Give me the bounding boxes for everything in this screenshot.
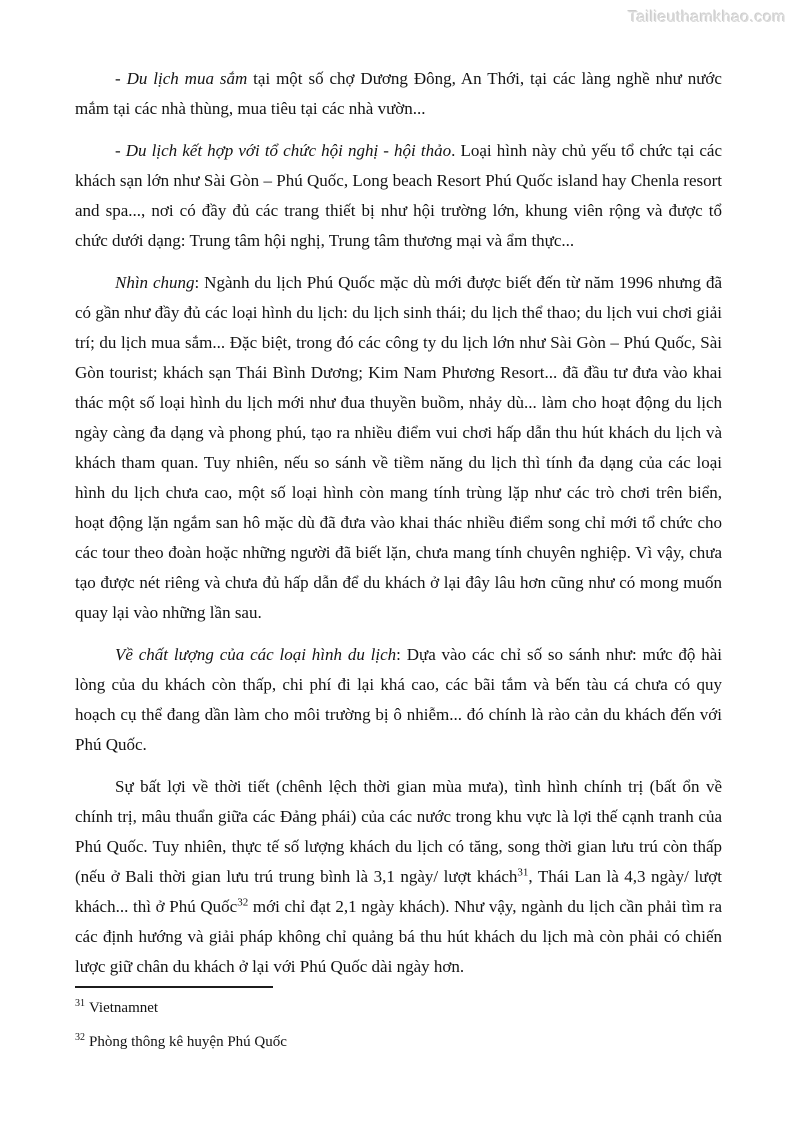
footnotes-section bbox=[75, 986, 722, 1065]
footnote-32 bbox=[75, 1031, 722, 1053]
paragraph: - Du lịch kết hợp với tổ chức hội nghị - hội thảo. Loại hình này chủ yếu tổ chức tại các khách sạn lớn như Sài Gòn – Phú Quốc, Long beach Resort Phú Quốc island hay Chenla resort and spa..., nơi có đầy đủ các trang thiết bị như hội trường lớn, khung viên rộng và được tổ chức dưới dạng: Trung tâm hội nghị, Trung tâm thương mại và ẩm thực... bbox=[75, 141, 722, 250]
footnote-separator bbox=[75, 986, 273, 988]
paragraph: Sự bất lợi về thời tiết (chênh lệch thời gian mùa mưa), tình hình chính trị (bất ổn về chính trị, mâu thuẩn giữa các Đảng phái) của các nước trong khu vực là lợi thế cạnh tranh của Phú Quốc. Tuy nhiên, thực tế số lượng khách du lịch có tăng, song thời gian lưu trú còn thấp (nếu ở Bali thời gian lưu trú trung bình là 3,1 ngày/ lượt khách$^{31}$, Thái Lan là 4,3 ngày/ lượt khách... thì ở Phú Quốc$^{32}$ mới chỉ đạt 2,1 ngày khách). Như vậy, ngành du lịch cần phải tìm ra các định hướng và giải pháp không chỉ quảng bá thu hút khách du lịch mà còn phải có chiến lược giữ chân du khách ở lại với Phú Quốc dài ngày hơn. bbox=[75, 777, 722, 976]
paragraph: - Du lịch mua sắm tại một số chợ Dương Đông, An Thới, tại các làng nghề như nước mắm tại các nhà thùng, mua tiêu tại các nhà vườn... bbox=[75, 69, 722, 118]
footnote-31 bbox=[75, 997, 722, 1019]
paragraph: Về chất lượng của các loại hình du lịch: Dựa vào các chỉ số so sánh như: mức độ hài lòng của du khách còn thấp, chi phí đi lại khá cao, các bãi tắm và bến tàu cá chưa có quy hoạch cụ thể đang dần làm cho môi trường bị ô nhiễm... đó chính là rào cản du khách đến với Phú Quốc. bbox=[75, 645, 722, 754]
document-body bbox=[75, 64, 722, 978]
paragraph: Nhìn chung: Ngành du lịch Phú Quốc mặc dù mới được biết đến từ năm 1996 nhưng đã có gần như đầy đủ các loại hình du lịch: du lịch sinh thái; du lịch thể thao; du lịch vui chơi giải trí; du lịch mua sắm... Đặc biệt, trong đó các công ty du lịch lớn như Sài Gòn – Phú Quốc, Sài Gòn tourist; khách sạn Thái Bình Dương; Kim Nam Phương Resort... đã đầu tư đưa vào khai thác một số loại hình du lịch mới như đua thuyền buồm, nhảy dù... làm cho hoạt động du lịch ngày càng đa dạng và phong phú, tạo ra nhiều điểm vui chơi hấp dẫn thu hút khách du lịch và khách tham quan. Tuy nhiên, nếu so sánh về tiềm năng du lịch thì tính đa dạng của các loại hình du lịch chưa cao, một số loại hình còn mang tính trùng lặp như các trò chơi trên biển, hoạt động lặn ngắm san hô mặc dù đã đưa vào khai thác nhiều điểm song chỉ mới tổ chức cho các tour theo đoàn hoặc những người đã biết lặn, chưa mang tính chuyên nghiệp. Vì vậy, chưa tạo được nét riêng và chưa đủ hấp dẫn để du khách ở lại đây lâu hơn cũng như có mong muốn quay lại vào những lần sau. bbox=[75, 273, 722, 622]
footnote-number: 31 bbox=[75, 998, 85, 1009]
watermark-text: Tailieuthamkhao.com bbox=[628, 9, 786, 26]
footnote-text: Vietnamnet bbox=[89, 1000, 159, 1016]
footnote-number: 32 bbox=[75, 1032, 85, 1043]
footnote-text: Phòng thông kê huyện Phú Quốc bbox=[89, 1034, 287, 1050]
